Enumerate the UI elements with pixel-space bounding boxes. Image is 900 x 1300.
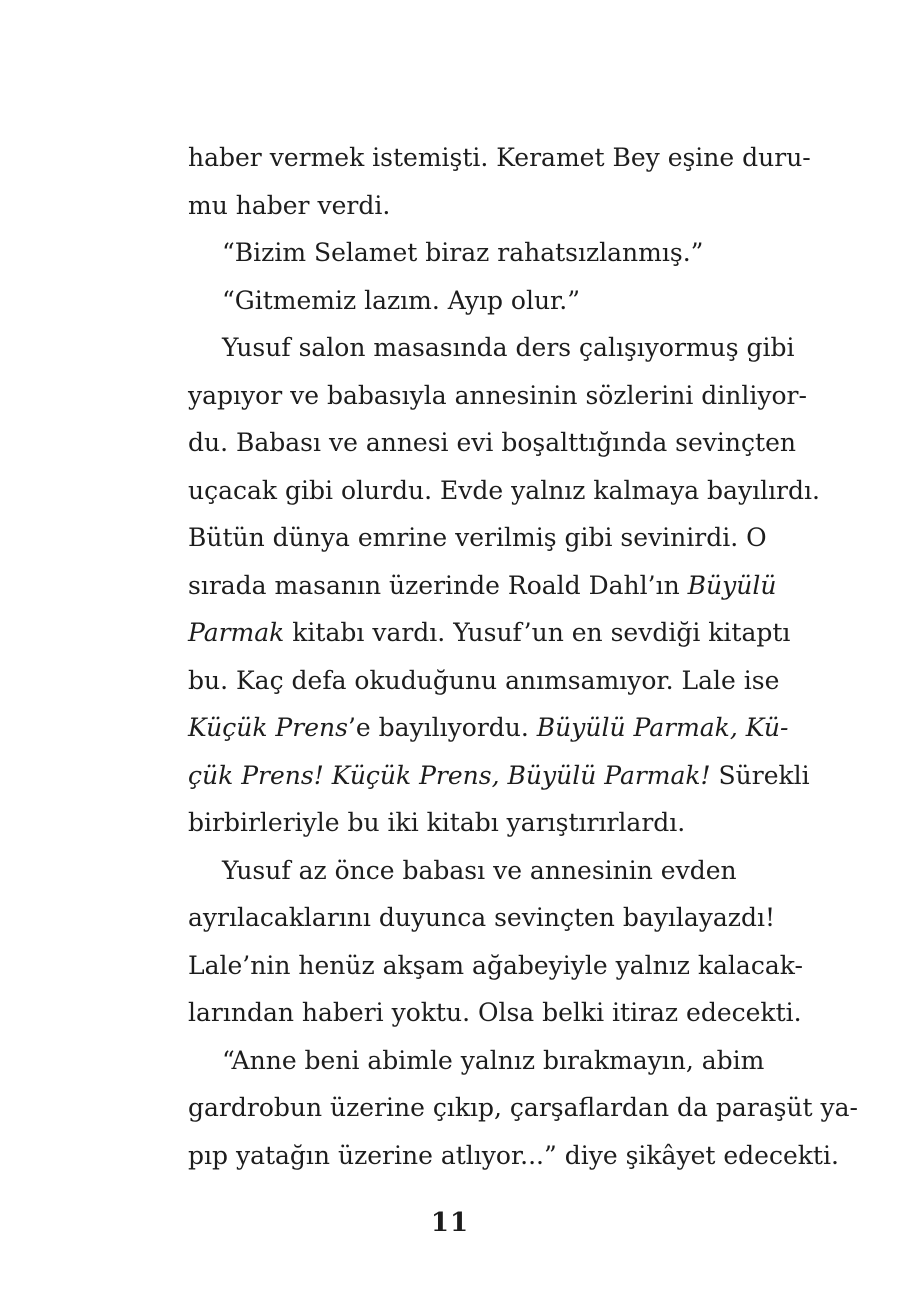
paragraph [188,134,811,229]
text-line [188,562,777,610]
book-title: çük Prens! Küçük Prens, Büyülü Parmak! [188,760,711,790]
text-segment: sırada masanın üzerinde Roald Dahl’ın [188,570,688,600]
text-line: larından haberi yoktu. Olsa belki itiraz edecekti. [188,998,802,1027]
text-line [188,752,810,800]
text-line [188,609,791,657]
text-line: haber vermek istemişti. Keramet Bey eşine duru- [188,143,811,172]
book-title: Büyülü Parmak, Kü- [536,713,789,742]
text-segment: kitabı vardı. Yusuf’un en sevdiği kitaptı [284,618,791,647]
book-title: Parmak [188,618,285,647]
page-number: 11 [430,1208,470,1238]
text-line: mu haber verdi. [188,190,391,220]
text-line: bu. Kaç defa okuduğunu anımsamıyor. Lale ise [188,665,780,695]
paragraph [188,277,736,325]
paragraph [188,229,736,277]
text-line: ayrılacaklarını duyunca sevinçten bayılayazdı! [188,903,776,932]
text-line: Yusuf salon masasında ders çalışıyormuş gibi [222,333,795,362]
text-segment: Sürekli [710,760,810,790]
text-line: gardrobun üzerine çıkıp, çarşaflardan da paraşüt ya- [188,1093,859,1122]
text-line: uçacak gibi olurdu. Evde yalnız kalmaya bayılırdı. [188,475,820,505]
paragraph [188,324,820,847]
text-line: “Bizim Selamet biraz rahatsızlanmış.” [222,238,704,267]
page-body [188,134,859,1179]
paragraph [188,847,803,1037]
book-title: Küçük Prens [188,713,348,742]
text-line: birbirleriyle bu iki kitabı yarıştırırlardı. [188,808,686,837]
text-line: du. Babası ve annesi evi boşalttığında sevinçten [188,428,796,457]
text-line: “Gitmemiz lazım. Ayıp olur.” [222,285,580,315]
text-line: yapıyor ve babasıyla annesinin sözlerini dinliyor- [188,380,807,410]
text-line [188,704,789,752]
text-segment: ’e bayılıyordu. [347,713,537,742]
text-line: Bütün dünya emrine verilmiş gibi sevinirdi. O [188,523,767,552]
book-title: Büyülü [687,570,777,600]
paragraph [188,1037,859,1180]
text-line: Yusuf az önce babası ve annesinin evden [222,855,737,885]
text-line: pıp yatağın üzerine atlıyor...” diye şikâyet edecekti. [188,1140,839,1170]
text-line: Lale’nin henüz akşam ağabeyiyle yalnız kalacak- [188,950,803,980]
text-line: “Anne beni abimle yalnız bırakmayın, abim [222,1045,765,1075]
